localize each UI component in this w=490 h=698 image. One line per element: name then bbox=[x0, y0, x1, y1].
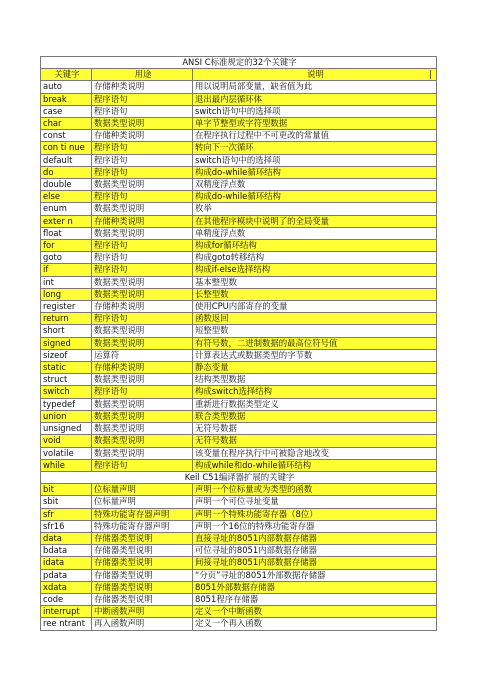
description-cell: 构成while和do-while循环结构 bbox=[193, 459, 437, 471]
description-cell: 无符号数据 bbox=[193, 435, 437, 447]
table-row bbox=[41, 606, 437, 618]
description-cell: “分页”寻址的8051外部数据存储器 bbox=[193, 569, 437, 581]
usage-cell: 程序语句 bbox=[92, 105, 193, 117]
table-row bbox=[41, 166, 437, 178]
keyword-cell: static bbox=[41, 362, 92, 374]
usage-cell: 中断函数声明 bbox=[92, 606, 193, 618]
usage-cell: 特殊功能寄存器声明 bbox=[92, 520, 193, 532]
keyword-cell: char bbox=[41, 118, 92, 130]
keyword-cell: exter n bbox=[41, 215, 92, 227]
table-row bbox=[41, 423, 437, 435]
description-cell: 静态变量 bbox=[193, 362, 437, 374]
header-keyword: 关键字 bbox=[41, 69, 92, 81]
description-cell: 重新进行数据类型定义 bbox=[193, 398, 437, 410]
description-cell: 构成do-while循环结构 bbox=[193, 166, 437, 178]
usage-cell: 程序语句 bbox=[92, 313, 193, 325]
keyword-cell: else bbox=[41, 191, 92, 203]
description-cell: 构成switch选择结构 bbox=[193, 386, 437, 398]
keil-section-row bbox=[41, 471, 437, 483]
description-cell: 双精度浮点数 bbox=[193, 179, 437, 191]
usage-cell: 数据类型说明 bbox=[92, 325, 193, 337]
description-cell: 可位寻址的8051内部数据存储器 bbox=[193, 545, 437, 557]
keyword-cell: idata bbox=[41, 557, 92, 569]
description-cell: 间接寻址的8051内部数据存储器 bbox=[193, 557, 437, 569]
keyword-cell: do bbox=[41, 166, 92, 178]
table-row bbox=[41, 191, 437, 203]
description-cell: 退出最内层循环体 bbox=[193, 93, 437, 105]
description-cell: 无符号数据 bbox=[193, 423, 437, 435]
keyword-cell: long bbox=[41, 288, 92, 300]
table-row bbox=[41, 447, 437, 459]
usage-cell: 数据类型说明 bbox=[92, 118, 193, 130]
usage-cell: 再入函数声明 bbox=[92, 618, 193, 630]
keyword-cell: switch bbox=[41, 386, 92, 398]
description-cell: 长整型数 bbox=[193, 288, 437, 300]
keyword-cell: bdata bbox=[41, 545, 92, 557]
keyword-cell: struct bbox=[41, 374, 92, 386]
usage-cell: 位标量声明 bbox=[92, 484, 193, 496]
table-row bbox=[41, 569, 437, 581]
usage-cell: 存储器类型说明 bbox=[92, 593, 193, 605]
keyword-cell: for bbox=[41, 240, 92, 252]
keyword-cell: data bbox=[41, 532, 92, 544]
description-cell: 使用CPU内部寄存的变量 bbox=[193, 301, 437, 313]
keyword-cell: goto bbox=[41, 252, 92, 264]
keyword-table bbox=[40, 56, 437, 631]
usage-cell: 程序语句 bbox=[92, 252, 193, 264]
description-cell: switch语句中的选择项 bbox=[193, 154, 437, 166]
table-row bbox=[41, 337, 437, 349]
description-cell: 基本整型数 bbox=[193, 276, 437, 288]
usage-cell: 数据类型说明 bbox=[92, 447, 193, 459]
table-header-row bbox=[41, 69, 437, 81]
keyword-cell: sfr16 bbox=[41, 520, 92, 532]
description-cell: 短整型数 bbox=[193, 325, 437, 337]
header-description bbox=[193, 69, 437, 81]
keyword-cell: const bbox=[41, 130, 92, 142]
description-cell: 转向下一次循环 bbox=[193, 142, 437, 154]
usage-cell: 数据类型说明 bbox=[92, 374, 193, 386]
keyword-cell: void bbox=[41, 435, 92, 447]
table-row bbox=[41, 215, 437, 227]
usage-cell: 数据类型说明 bbox=[92, 398, 193, 410]
keyword-cell: register bbox=[41, 301, 92, 313]
table-row bbox=[41, 532, 437, 544]
table-row bbox=[41, 508, 437, 520]
table-row bbox=[41, 557, 437, 569]
table-row bbox=[41, 386, 437, 398]
table-row bbox=[41, 288, 437, 300]
table-title-row bbox=[41, 57, 437, 69]
table-row bbox=[41, 105, 437, 117]
keyword-cell: sfr bbox=[41, 508, 92, 520]
keyword-cell: sizeof bbox=[41, 349, 92, 361]
description-cell: 单字节整型或字符型数据 bbox=[193, 118, 437, 130]
table-row bbox=[41, 374, 437, 386]
usage-cell: 程序语句 bbox=[92, 142, 193, 154]
description-cell: 函数返回 bbox=[193, 313, 437, 325]
keyword-cell: while bbox=[41, 459, 92, 471]
usage-cell: 程序语句 bbox=[92, 459, 193, 471]
keyword-cell: default bbox=[41, 154, 92, 166]
usage-cell: 存储种类说明 bbox=[92, 301, 193, 313]
usage-cell: 数据类型说明 bbox=[92, 410, 193, 422]
usage-cell: 存储器类型说明 bbox=[92, 581, 193, 593]
table-row bbox=[41, 203, 437, 215]
table-row bbox=[41, 130, 437, 142]
table-title: ANSI C标准规定的32个关键字 bbox=[41, 57, 437, 69]
table-row bbox=[41, 435, 437, 447]
usage-cell: 特殊功能寄存器声明 bbox=[92, 508, 193, 520]
table-row bbox=[41, 349, 437, 361]
table-row bbox=[41, 325, 437, 337]
usage-cell: 数据类型说明 bbox=[92, 337, 193, 349]
usage-cell: 存储器类型说明 bbox=[92, 532, 193, 544]
description-cell: 构成if-else选择结构 bbox=[193, 264, 437, 276]
description-cell: 8051程序存储器 bbox=[193, 593, 437, 605]
usage-cell: 运算符 bbox=[92, 349, 193, 361]
table-row bbox=[41, 227, 437, 239]
usage-cell: 存储器类型说明 bbox=[92, 557, 193, 569]
table-row bbox=[41, 459, 437, 471]
description-cell: 有符号数，二进制数据的最高位符号值 bbox=[193, 337, 437, 349]
description-cell: 联合类型数据 bbox=[193, 410, 437, 422]
description-cell: 定义一个中断函数 bbox=[193, 606, 437, 618]
usage-cell: 程序语句 bbox=[92, 166, 193, 178]
table-row bbox=[41, 118, 437, 130]
usage-cell: 存储种类说明 bbox=[92, 362, 193, 374]
keyword-cell: return bbox=[41, 313, 92, 325]
table-row bbox=[41, 93, 437, 105]
description-cell: 构成do-while循环结构 bbox=[193, 191, 437, 203]
keyword-cell: case bbox=[41, 105, 92, 117]
keyword-cell: bit bbox=[41, 484, 92, 496]
description-cell: switch语句中的选择项 bbox=[193, 105, 437, 117]
description-cell: 该变量在程序执行中可被隐含地改变 bbox=[193, 447, 437, 459]
keyword-cell: sbit bbox=[41, 496, 92, 508]
keyword-cell: typedef bbox=[41, 398, 92, 410]
header-description-label: 说明 bbox=[307, 69, 324, 80]
usage-cell: 数据类型说明 bbox=[92, 179, 193, 191]
keyword-cell: signed bbox=[41, 337, 92, 349]
keyword-cell: pdata bbox=[41, 569, 92, 581]
keyword-cell: int bbox=[41, 276, 92, 288]
usage-cell: 程序语句 bbox=[92, 154, 193, 166]
table-row bbox=[41, 545, 437, 557]
usage-cell: 程序语句 bbox=[92, 191, 193, 203]
usage-cell: 存储器类型说明 bbox=[92, 569, 193, 581]
table-row bbox=[41, 398, 437, 410]
usage-cell: 程序语句 bbox=[92, 264, 193, 276]
description-cell: 结构类型数据 bbox=[193, 374, 437, 386]
keyword-cell: short bbox=[41, 325, 92, 337]
description-cell: 声明一个可位寻址变量 bbox=[193, 496, 437, 508]
usage-cell: 程序语句 bbox=[92, 93, 193, 105]
table-row bbox=[41, 301, 437, 313]
keyword-cell: volatile bbox=[41, 447, 92, 459]
usage-cell: 存储种类说明 bbox=[92, 215, 193, 227]
table-row bbox=[41, 240, 437, 252]
description-cell: 定义一个再入函数 bbox=[193, 618, 437, 630]
usage-cell: 数据类型说明 bbox=[92, 423, 193, 435]
keyword-cell: union bbox=[41, 410, 92, 422]
table-row bbox=[41, 581, 437, 593]
description-cell: 单精度浮点数 bbox=[193, 227, 437, 239]
usage-cell: 存储器类型说明 bbox=[92, 545, 193, 557]
table-row bbox=[41, 252, 437, 264]
table-row bbox=[41, 520, 437, 532]
table-row bbox=[41, 593, 437, 605]
table-row bbox=[41, 496, 437, 508]
description-cell: 声明一个16位的特殊功能寄存器 bbox=[193, 520, 437, 532]
header-usage: 用途 bbox=[92, 69, 193, 81]
table-row bbox=[41, 313, 437, 325]
table-row bbox=[41, 618, 437, 630]
keyword-cell: enum bbox=[41, 203, 92, 215]
table-row bbox=[41, 142, 437, 154]
keyword-cell: unsigned bbox=[41, 423, 92, 435]
table-row bbox=[41, 154, 437, 166]
description-cell: 声明一个特殊功能寄存器（8位） bbox=[193, 508, 437, 520]
usage-cell: 位标量声明 bbox=[92, 496, 193, 508]
keyword-cell: double bbox=[41, 179, 92, 191]
table-row bbox=[41, 81, 437, 93]
usage-cell: 存储种类说明 bbox=[92, 130, 193, 142]
description-cell: 构成for循环结构 bbox=[193, 240, 437, 252]
usage-cell: 数据类型说明 bbox=[92, 288, 193, 300]
keyword-cell: auto bbox=[41, 81, 92, 93]
description-cell: 枚举 bbox=[193, 203, 437, 215]
table-row bbox=[41, 484, 437, 496]
usage-cell: 数据类型说明 bbox=[92, 203, 193, 215]
usage-cell: 程序语句 bbox=[92, 240, 193, 252]
table-row bbox=[41, 276, 437, 288]
keyword-cell: break bbox=[41, 93, 92, 105]
description-cell: 构成goto转移结构 bbox=[193, 252, 437, 264]
keil-section-title: Keil C51编译器扩展的关键字 bbox=[41, 471, 437, 483]
description-cell: 直接寻址的8051内部数据存储器 bbox=[193, 532, 437, 544]
keyword-cell: interrupt bbox=[41, 606, 92, 618]
usage-cell: 数据类型说明 bbox=[92, 276, 193, 288]
usage-cell: 程序语句 bbox=[92, 386, 193, 398]
usage-cell: 数据类型说明 bbox=[92, 227, 193, 239]
description-cell: 用以说明局部变量，缺省值为此 bbox=[193, 81, 437, 93]
keyword-cell: code bbox=[41, 593, 92, 605]
description-cell: 在程序执行过程中不可更改的常量值 bbox=[193, 130, 437, 142]
table-row bbox=[41, 179, 437, 191]
keyword-table-body bbox=[41, 57, 437, 631]
usage-cell: 数据类型说明 bbox=[92, 435, 193, 447]
usage-cell: 存储种类说明 bbox=[92, 81, 193, 93]
keyword-cell: if bbox=[41, 264, 92, 276]
header-extra-mark: | bbox=[429, 69, 432, 80]
keyword-cell: con ti nue bbox=[41, 142, 92, 154]
keyword-cell: xdata bbox=[41, 581, 92, 593]
keyword-cell: ree ntrant bbox=[41, 618, 92, 630]
description-cell: 声明一个位标量或为类型的函数 bbox=[193, 484, 437, 496]
table-row bbox=[41, 264, 437, 276]
description-cell: 计算表达式或数据类型的字节数 bbox=[193, 349, 437, 361]
description-cell: 8051外部数据存储器 bbox=[193, 581, 437, 593]
keyword-cell: float bbox=[41, 227, 92, 239]
table-row bbox=[41, 410, 437, 422]
description-cell: 在其他程序模块中说明了的全局变量 bbox=[193, 215, 437, 227]
table-row bbox=[41, 362, 437, 374]
